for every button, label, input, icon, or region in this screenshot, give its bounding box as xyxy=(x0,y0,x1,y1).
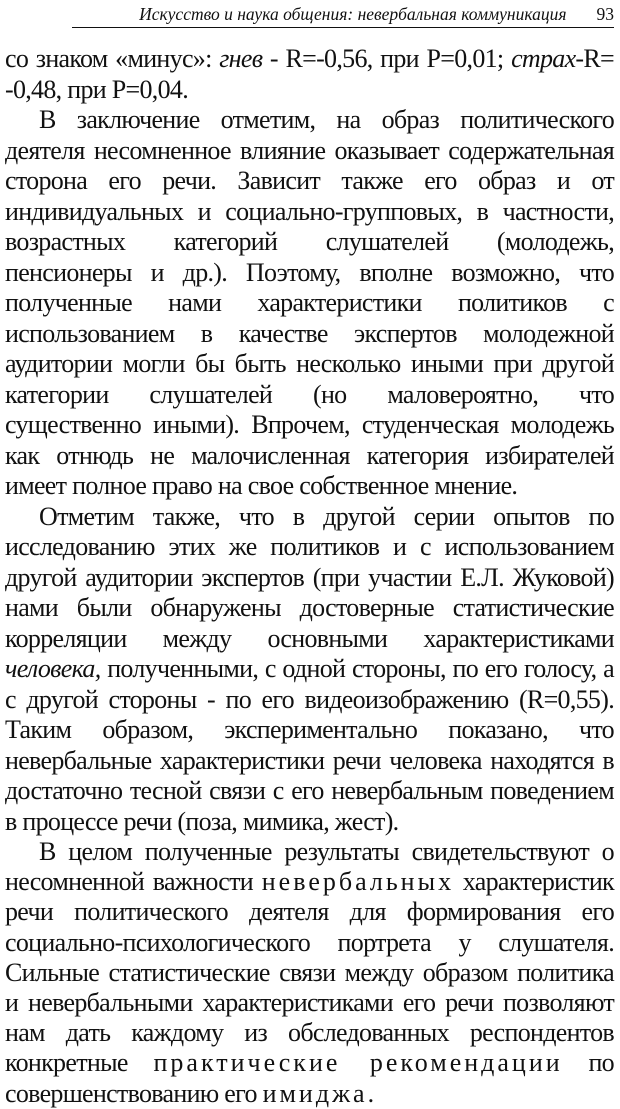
text-run-spaced: невербальных xyxy=(261,867,455,897)
text-run-italic: страх xyxy=(511,44,576,73)
body-text xyxy=(5,44,614,1109)
text-run: со знаком «минус»: xyxy=(5,44,220,73)
running-title: Искусство и наука общения: невербальная коммуникация xyxy=(139,4,567,24)
text-run-italic: человека, xyxy=(5,654,101,683)
paragraph-summary xyxy=(5,837,614,1109)
running-header xyxy=(72,2,614,28)
page-number: 93 xyxy=(596,4,614,24)
text-run-italic: гнев xyxy=(219,44,263,73)
text-run: полученными, с одной стороны, по его голосу, а с другой стороны - по его видеоизображению (R=0,55). Таким образом, экспериментально показано, что невербальные характеристики речи человека находятся в достаточно тесной связи с его невербальным поведением в процессе речи (поза, мимика, жест). xyxy=(5,654,614,836)
text-run: Отметим также, что в другой серии опытов по исследованию этих же политиков и с использованием другой аудитории экспертов (при участии Е.Л. Жуковой) нами были обнаружены достоверные статистические корреляции между основными характеристиками xyxy=(5,501,614,653)
paragraph-second-series xyxy=(5,502,614,838)
paragraph-conclusion: В заключение отметим, на образ политического деятеля несомненное влияние оказывает содержательная сторона его речи. Зависит также его образ и от индивидуальных и социально-групповых, в частности, возрастных категорий слушателей (молодежь, пенсионеры и др.). Поэтому, вполне возможно, что полученные нами характеристики политиков с использованием в качестве экспертов молодежной аудитории могли бы быть несколько иными при другой категории слушателей (но маловероятно, что существенно иными). Впрочем, студенческая молодежь как отнюдь не малочисленная категория избирателей имеет полное право на свое собственное мнение. xyxy=(5,105,614,500)
text-run: по совершенствованию его xyxy=(5,1048,614,1108)
text-run-spaced: практические рекомендации xyxy=(153,1048,563,1078)
text-run: . xyxy=(367,1078,374,1108)
text-run: - R=-0,56, при P=0,01; xyxy=(262,44,512,73)
text-run: В целом полученные результаты свидетельствуют о несомненной важности xyxy=(5,837,614,897)
text-run-spaced: имиджа xyxy=(262,1078,368,1108)
paragraph-continuation xyxy=(5,44,614,105)
text-run: -R= -0,48, при P=0,04. xyxy=(5,44,614,104)
text-run: характеристик речи политического деятеля для формирования его социально-психологического портрета у слушателя. Сильные статистические связи между образом политика и невербальными характеристиками его речи позволяют нам дать каждому из обследованных респондентов конкретные xyxy=(5,867,614,1078)
